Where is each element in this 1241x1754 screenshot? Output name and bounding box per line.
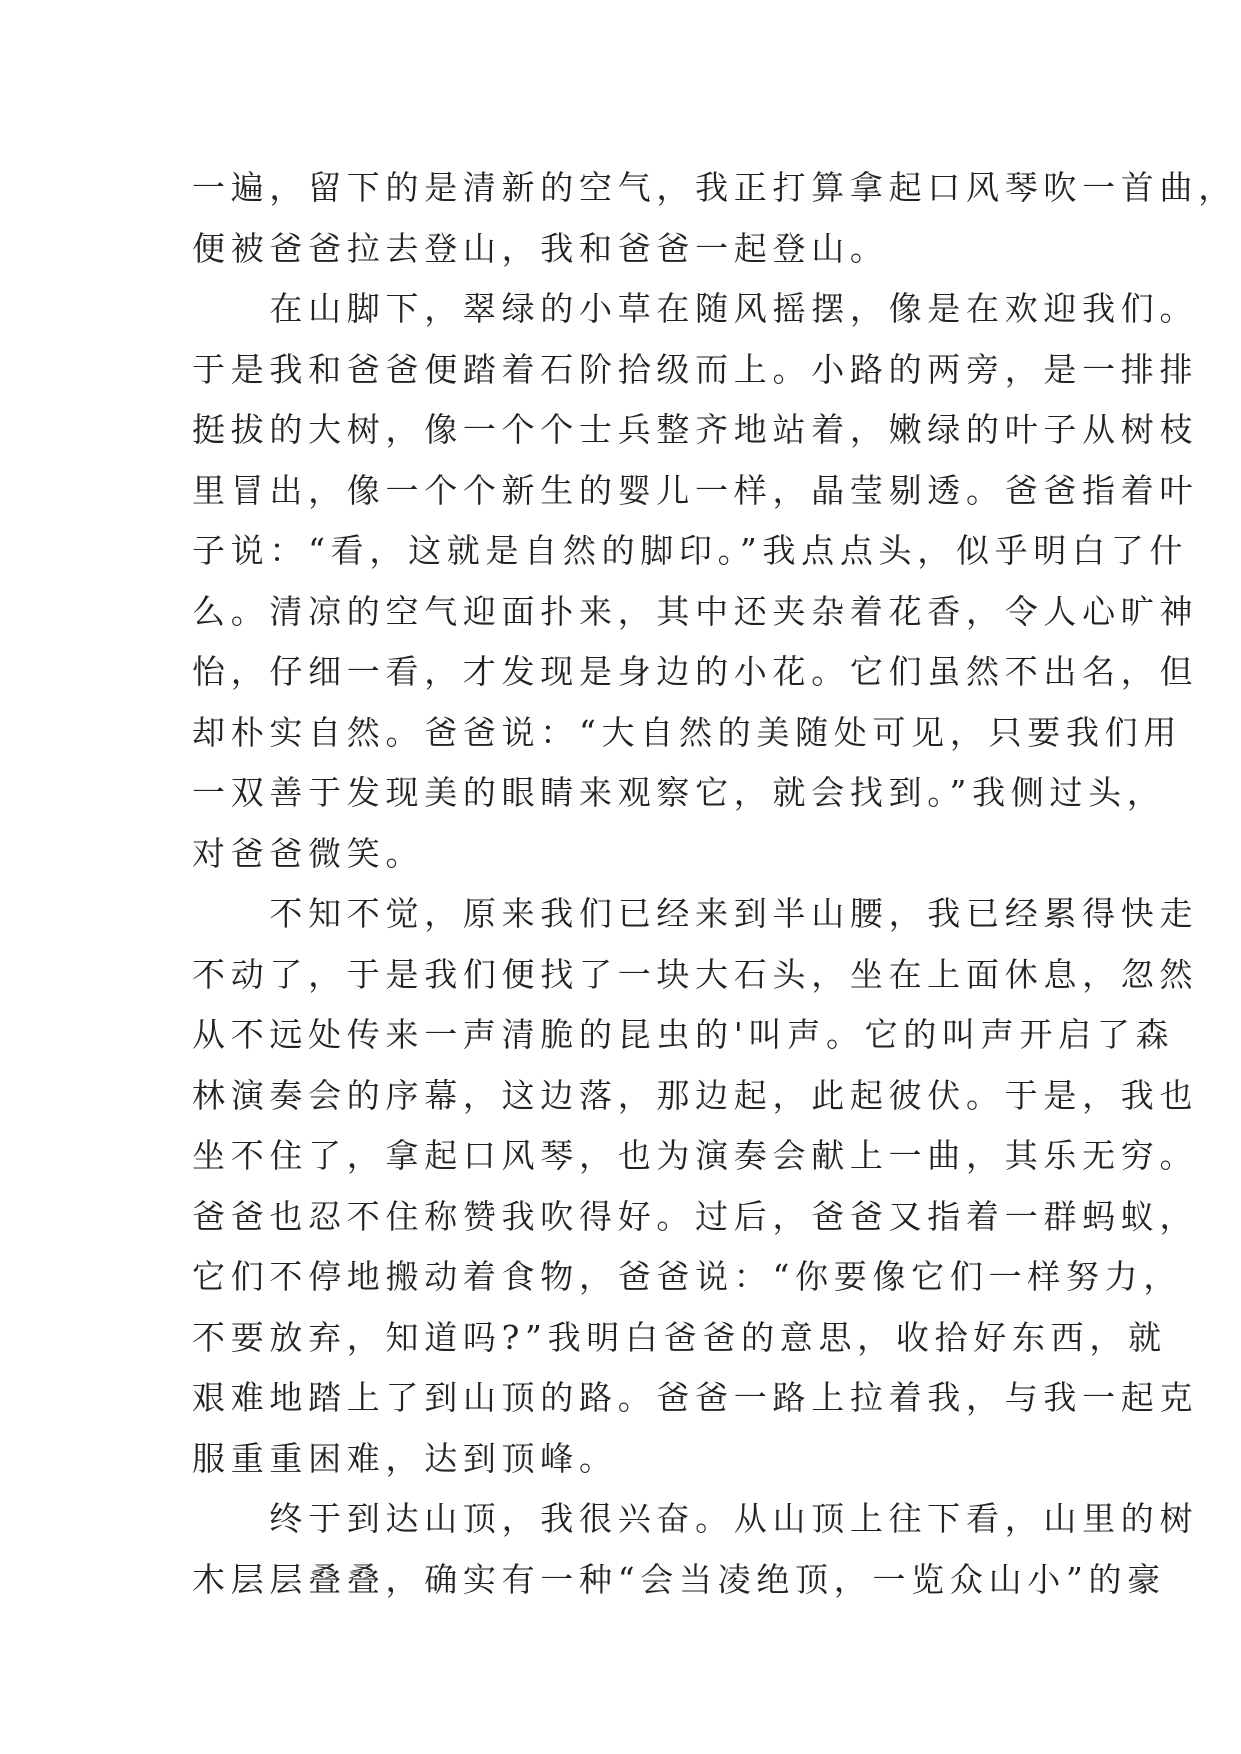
text-line: 却朴实自然。爸爸说：“大自然的美随处可见，只要我们用 xyxy=(192,712,1183,752)
text-line: 林演奏会的序幕，这边落，那边起，此起彼伏。于是，我也 xyxy=(192,1075,1199,1115)
text-line: 不要放弃，知道吗?”我明白爸爸的意思，收拾好东西，就 xyxy=(192,1317,1167,1357)
text-line: 里冒出，像一个个新生的婴儿一样，晶莹剔透。爸爸指着叶 xyxy=(192,470,1199,510)
text-line: 爸爸也忍不住称赞我吹得好。过后，爸爸又指着一群蚂蚁， xyxy=(192,1196,1199,1236)
text-line: 便被爸爸拉去登山，我和爸爸一起登山。 xyxy=(192,228,889,268)
body-text xyxy=(192,158,1237,1610)
text-line: 子说：“看，这就是自然的脚印。”我点点头，似乎明白了什 xyxy=(192,531,1189,570)
text-line: 木层层叠叠，确实有一种“会当凌绝顶，一览众山小”的豪 xyxy=(192,1559,1166,1599)
text-line: 么。清凉的空气迎面扑来，其中还夹杂着花香，令人心旷神 xyxy=(192,591,1199,631)
text-line: 于是我和爸爸便踏着石阶拾级而上。小路的两旁，是一排排 xyxy=(192,349,1199,389)
text-line: 一遍，留下的是清新的空气，我正打算拿起口风琴吹一首曲， xyxy=(192,168,1237,207)
text-line: 服重重困难，达到顶峰。 xyxy=(192,1438,618,1478)
text-line: 艰难地踏上了到山顶的路。爸爸一路上拉着我，与我一起克 xyxy=(192,1378,1199,1417)
text-line: 从不远处传来一声清脆的昆虫的'叫声。它的叫声开启了森 xyxy=(192,1015,1175,1054)
text-line: 不动了，于是我们便找了一块大石头，坐在上面休息，忽然 xyxy=(192,954,1199,994)
text-line: 一双善于发现美的眼睛来观察它，就会找到。”我侧过头， xyxy=(192,773,1166,812)
text-line: 在山脚下，翠绿的小草在随风摇摆，像是在欢迎我们。 xyxy=(192,289,1199,328)
text-line: 坐不住了，拿起口风琴，也为演奏会献上一曲，其乐无穷。 xyxy=(192,1136,1199,1175)
text-line: 怡，仔细一看，才发现是身边的小花。它们虽然不出名，但 xyxy=(192,652,1199,691)
text-line: 不知不觉，原来我们已经来到半山腰，我已经累得快走 xyxy=(192,894,1199,933)
text-line: 它们不停地搬动着食物，爸爸说：“你要像它们一样努力， xyxy=(192,1257,1183,1296)
text-line: 终于到达山顶，我很兴奋。从山顶上往下看，山里的树 xyxy=(192,1499,1199,1538)
text-line: 对爸爸微笑。 xyxy=(192,833,425,873)
text-line: 挺拔的大树，像一个个士兵整齐地站着，嫩绿的叶子从树枝 xyxy=(192,410,1199,449)
